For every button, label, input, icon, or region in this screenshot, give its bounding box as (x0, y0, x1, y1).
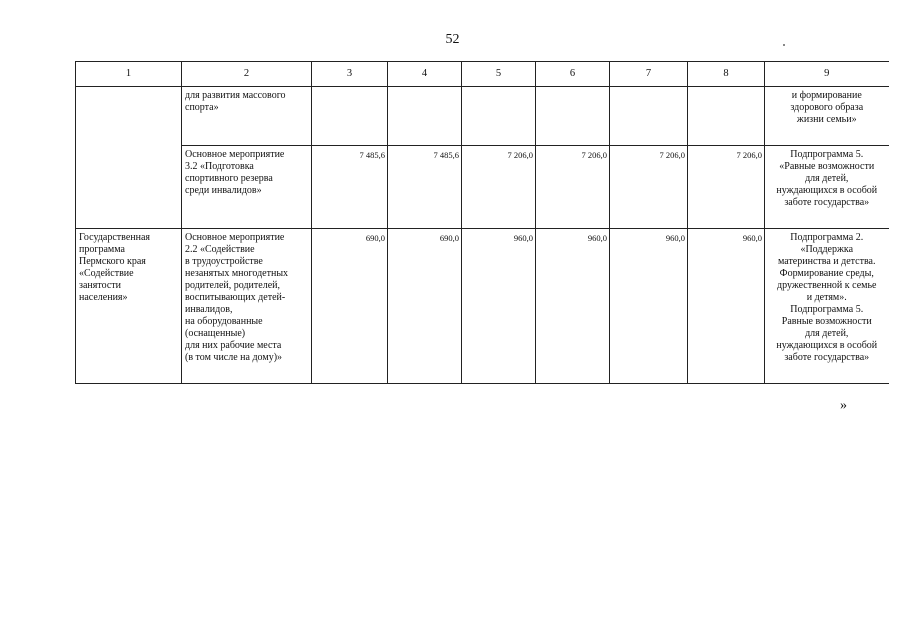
header-cell: 2 (182, 62, 312, 87)
value-cell: 960,0 (688, 229, 765, 384)
scan-speck (783, 44, 785, 46)
measure-cell: Основное мероприятие 2.2 «Содействие в трудоустройстве незанятых многодетных родителей, родителей, воспитывающих детей- инвалидов, на оборудованные (оснащенные) для них рабочие места (в том числе на дому)» (182, 229, 312, 384)
value-cell (462, 87, 536, 146)
header-cell: 9 (765, 62, 889, 87)
page-number: 52 (445, 32, 460, 47)
measure-cell: для развития массового спорта» (182, 87, 312, 146)
value-cell: 690,0 (312, 229, 388, 384)
value-cell (312, 87, 388, 146)
table-row (76, 146, 889, 229)
program-table (75, 61, 889, 384)
value-cell (610, 87, 688, 146)
program-cell (76, 87, 182, 146)
value-cell: 960,0 (610, 229, 688, 384)
value-cell: 7 206,0 (610, 146, 688, 229)
value-cell: 7 485,6 (388, 146, 462, 229)
subprogram-cell: и формирование здорового образа жизни семьи» (765, 87, 889, 146)
header-cell: 3 (312, 62, 388, 87)
header-cell: 1 (76, 62, 182, 87)
value-cell (536, 87, 610, 146)
value-cell: 7 206,0 (462, 146, 536, 229)
value-cell (688, 87, 765, 146)
program-cell: Государственная программа Пермского края «Содействие занятости населения» (76, 229, 182, 384)
subprogram-cell: Подпрограмма 2. «Поддержка материнства и детства. Формирование среды, дружественной к семье и детям». Подпрограмма 5. Равные возможности для детей, нуждающихся в особой заботе государства» (765, 229, 889, 384)
value-cell: 960,0 (462, 229, 536, 384)
subprogram-cell: Подпрограмма 5. «Равные возможности для детей, нуждающихся в особой заботе государства» (765, 146, 889, 229)
value-cell: 7 206,0 (536, 146, 610, 229)
table-header-row (76, 62, 889, 87)
value-cell (388, 87, 462, 146)
value-cell: 7 206,0 (688, 146, 765, 229)
measure-cell: Основное мероприятие 3.2 «Подготовка спортивного резерва среди инвалидов» (182, 146, 312, 229)
header-cell: 8 (688, 62, 765, 87)
closing-quote: » (840, 398, 847, 413)
header-cell: 4 (388, 62, 462, 87)
table-row (76, 229, 889, 384)
value-cell: 690,0 (388, 229, 462, 384)
header-cell: 7 (610, 62, 688, 87)
value-cell: 960,0 (536, 229, 610, 384)
header-cell: 5 (462, 62, 536, 87)
header-cell: 6 (536, 62, 610, 87)
value-cell: 7 485,6 (312, 146, 388, 229)
table-row (76, 87, 889, 146)
program-cell (76, 146, 182, 229)
